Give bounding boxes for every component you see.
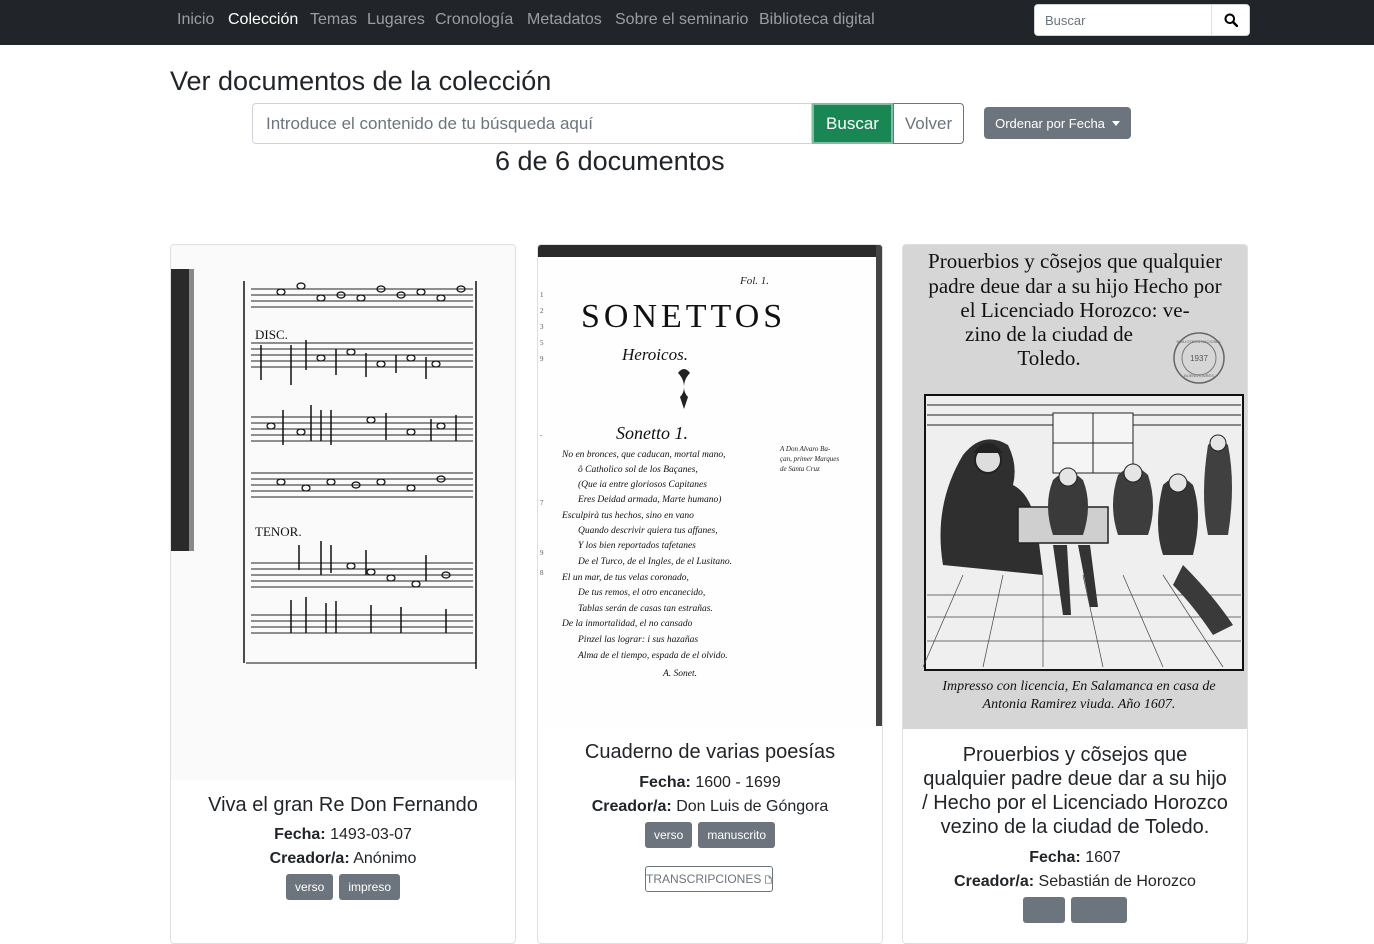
date-value: 1600 - 1699 — [695, 774, 781, 791]
music-score-image — [171, 245, 515, 780]
title-page-line: padre deue dar a su hijo Hecho por — [928, 274, 1222, 298]
card-date — [538, 774, 882, 792]
poem-line: Pinzel las lograr: i sus hazañas — [578, 635, 699, 645]
date-label: Fecha: — [274, 826, 326, 843]
creator-label: Creador/a: — [954, 873, 1035, 890]
poem-line: (Que ia entre gloriosos Capitanes — [578, 480, 707, 490]
nav-link-metadatos[interactable]: Metadatos — [527, 11, 602, 28]
card-creator — [538, 798, 882, 816]
nav-link-cronologia[interactable]: Cronología — [435, 11, 514, 28]
svg-text:3: 3 — [540, 323, 544, 331]
tag-badge[interactable]: manuscrito — [698, 822, 775, 848]
svg-text:9: 9 — [540, 355, 544, 363]
title-page-line: Prouerbios y cõsejos que qualquier — [928, 249, 1222, 273]
poem-line: A. Sonet. — [663, 669, 698, 679]
stamp-bottom: BUENOS AIRES — [1184, 373, 1214, 378]
navbar-search-button[interactable] — [1211, 5, 1249, 35]
transcriptions-label: TRANSCRIPCIONES — [646, 872, 762, 886]
card-title[interactable]: Cuaderno de varias poesías — [584, 741, 836, 763]
card-creator — [903, 873, 1247, 891]
search-button[interactable]: Buscar — [812, 103, 893, 144]
poem-line: Y los bien reportados tafetanes — [578, 541, 696, 551]
nav-link-coleccion[interactable]: Colección — [228, 11, 299, 28]
nav-link-temas[interactable]: Temas — [310, 11, 358, 28]
creator-value: Sebastián de Horozco — [1038, 873, 1196, 890]
creator-label: Creador/a: — [591, 798, 672, 815]
poem-title: Sonetto 1. — [616, 423, 688, 443]
document-thumbnail[interactable] — [903, 245, 1247, 729]
margin-note-line: çan, primer Marques — [780, 455, 840, 463]
poem-line: ô Catholico sol de los Baçanes, — [578, 465, 698, 475]
collection-search-input[interactable] — [252, 103, 812, 144]
score-label-tenor: TENOR. — [255, 524, 302, 539]
manuscript-heading: SONETTOS — [581, 298, 787, 335]
creator-label: Creador/a: — [269, 850, 350, 867]
folio-number: Fol. 1. — [740, 275, 770, 287]
poem-line: Quando descrivir quiera tus affanes, — [578, 526, 718, 536]
tag-badge[interactable]: impreso — [339, 874, 400, 900]
tag-badge[interactable]: verso — [645, 822, 692, 848]
creator-value: Anónimo — [353, 850, 417, 867]
poem-line: Eres Deidad armada, Marte humano) — [578, 495, 722, 505]
tag-badge[interactable]: verso — [286, 874, 333, 900]
document-card[interactable] — [902, 244, 1248, 944]
document-card[interactable] — [537, 244, 883, 944]
nav-link-lugares[interactable]: Lugares — [367, 11, 425, 28]
date-value: 1493-03-07 — [330, 826, 412, 843]
poem-line: De el Turco, de el Ingles, de el Lusitano. — [578, 557, 732, 567]
manuscript-subheading: Heroicos. — [622, 345, 688, 364]
page-title: Ver documentos de la colección — [170, 66, 552, 96]
poem-line: Esculpirà tus hechos, sino en vano — [562, 511, 694, 521]
poem-line: No en bronces, que caducan, mortal mano, — [562, 450, 726, 460]
date-value: 1607 — [1085, 849, 1121, 866]
card-tags — [538, 822, 882, 848]
search-icon — [1224, 13, 1238, 27]
stamp-year: 1937 — [1190, 354, 1208, 363]
back-button[interactable]: Volver — [893, 103, 964, 144]
svg-text:7: 7 — [540, 499, 544, 507]
nav-link-biblioteca-digital[interactable]: Biblioteca digital — [759, 11, 875, 28]
poem-line: Tablas serán de casas tan estrañas. — [578, 604, 713, 614]
card-tags — [171, 874, 515, 900]
date-label: Fecha: — [639, 774, 691, 791]
result-count: 6 de 6 documentos — [495, 146, 725, 176]
nav-link-inicio[interactable]: Inicio — [177, 11, 215, 28]
nav-link-sobre-el-seminario[interactable]: Sobre el seminario — [615, 11, 749, 28]
caret-down-icon — [1112, 121, 1120, 126]
creator-value: Don Luis de Góngora — [676, 798, 829, 815]
poem-line: El un mar, de tus velas coronado, — [562, 573, 689, 583]
imprint-line: Impresso con licencia, En Salamanca en casa de — [942, 679, 1216, 694]
poem-line: De la inmortalidad, el no cansado — [562, 619, 693, 629]
svg-text:2: 2 — [540, 307, 544, 315]
title-page-line: zino de la ciudad de — [965, 322, 1133, 346]
svg-text:-: - — [540, 431, 543, 439]
poem-line: De tus remos, el otro encanecido, — [578, 588, 706, 598]
sort-button-label: Ordenar por Fecha — [995, 115, 1105, 131]
card-creator — [171, 850, 515, 868]
transcriptions-button[interactable] — [645, 866, 773, 892]
document-icon — [765, 874, 772, 885]
document-card[interactable] — [170, 244, 516, 944]
title-page-line: el Licenciado Horozco: ve- — [960, 298, 1190, 322]
tag-badge[interactable] — [1071, 897, 1127, 923]
svg-text:9: 9 — [540, 549, 544, 557]
document-thumbnail[interactable] — [538, 245, 882, 726]
title-page-line: Toledo. — [1017, 346, 1081, 370]
margin-note-line: A Don Alvaro Ba- — [780, 445, 831, 453]
imprint-line: Antonia Ramirez viuda. Año 1607. — [982, 697, 1176, 712]
card-title[interactable]: Viva el gran Re Don Fernando — [208, 794, 478, 816]
margin-note-line: de Santa Cruz — [780, 465, 820, 473]
library-stamp-icon — [1174, 333, 1224, 383]
navbar-search — [1034, 4, 1250, 36]
card-date — [903, 849, 1247, 867]
navbar-search-input[interactable] — [1035, 5, 1211, 35]
card-tags — [903, 897, 1247, 923]
tag-badge[interactable] — [1023, 897, 1065, 923]
svg-text:1: 1 — [540, 291, 544, 299]
date-label: Fecha: — [1029, 849, 1081, 866]
document-thumbnail[interactable] — [171, 245, 515, 780]
title-page-image — [903, 245, 1247, 729]
score-label-disc: DISC. — [255, 327, 288, 342]
stamp-top: BIBLIOTECA NACIONAL — [1176, 339, 1222, 344]
poem-line: Alma de el tiempo, espada de el olvido. — [578, 651, 728, 661]
card-title[interactable]: Prouerbios y cõsejos que qualquier padre deue dar a su hijo / Hecho por el Licenciado Horozco vezino de la ciudad de Toledo. — [922, 744, 1228, 838]
svg-text:8: 8 — [540, 569, 544, 577]
sort-dropdown-button[interactable] — [984, 107, 1131, 139]
top-navbar — [0, 0, 1374, 45]
svg-text:5: 5 — [540, 339, 544, 347]
card-date — [171, 826, 515, 844]
manuscript-page-image — [538, 245, 882, 726]
